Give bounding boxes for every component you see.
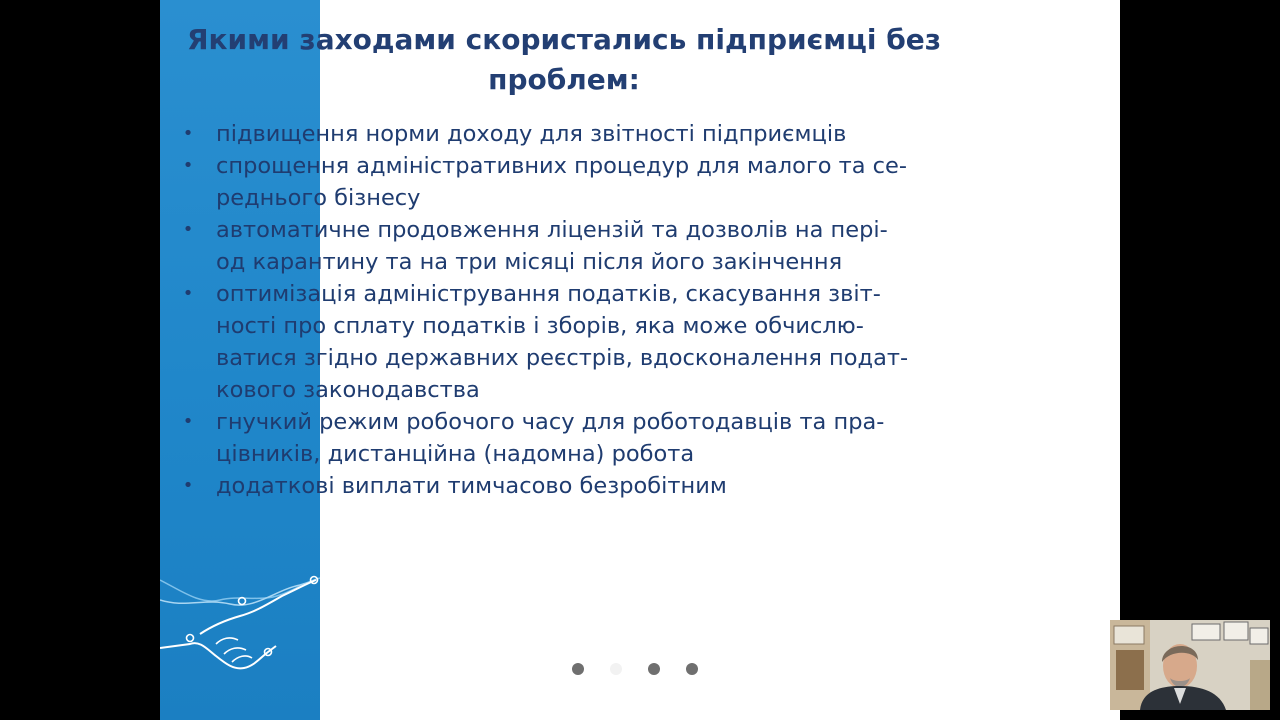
bullet-list [176,118,936,502]
webcam-person-image [1110,620,1270,710]
handshake-line-icon [160,560,320,720]
bullet-icon: • [182,283,194,304]
bullet-text-line: ності про сплату податків і зборів, яка може обчислю- [216,313,864,339]
bullet-item [176,214,936,278]
bullet-text-line: реднього бізнесу [216,185,421,211]
bullet-icon: • [182,219,194,240]
slide-title: Якими заходами скористались підприємці без проблем: [186,23,942,96]
bullet-icon: • [182,155,194,176]
bullet-icon: • [182,411,194,432]
bullet-text-line: автоматичне продовження ліцензій та дозволів на пері- [216,217,888,243]
bullet-item [176,278,936,406]
bullet-icon: • [182,475,194,496]
bullet-text-line: од карантину та на три місяці після його закінчення [216,249,843,275]
bullet-text-line: додаткові виплати тимчасово безробітним [216,473,727,499]
slide-nav-dot[interactable] [572,663,584,675]
slide-navigation-dots [572,663,698,677]
slide-nav-dot[interactable] [610,663,622,675]
slide-nav-dot[interactable] [648,663,660,675]
bullet-text-line: гнучкий режим робочого часу для роботодавців та пра- [216,409,885,435]
bullet-text-line: спрощення адміністративних процедур для малого та се- [216,153,908,179]
bullet-text-line: оптимізація адміністрування податків, скасування звіт- [216,281,881,307]
bullet-text-line: підвищення норми доходу для звітності підприємців [216,121,847,147]
bullet-icon: • [182,123,194,144]
bullet-item [176,150,936,214]
bullet-text-line: ватися згідно державних реєстрів, вдосконалення подат- [216,345,909,371]
bullet-item [176,470,936,502]
bullet-text-line: цівників, дистанційна (надомна) робота [216,441,695,467]
webcam-video-feed [1110,620,1270,710]
bullet-item [176,118,936,150]
slide-nav-dot[interactable] [686,663,698,675]
bullet-item [176,406,936,470]
bullet-text-line: кового законодавства [216,377,480,403]
